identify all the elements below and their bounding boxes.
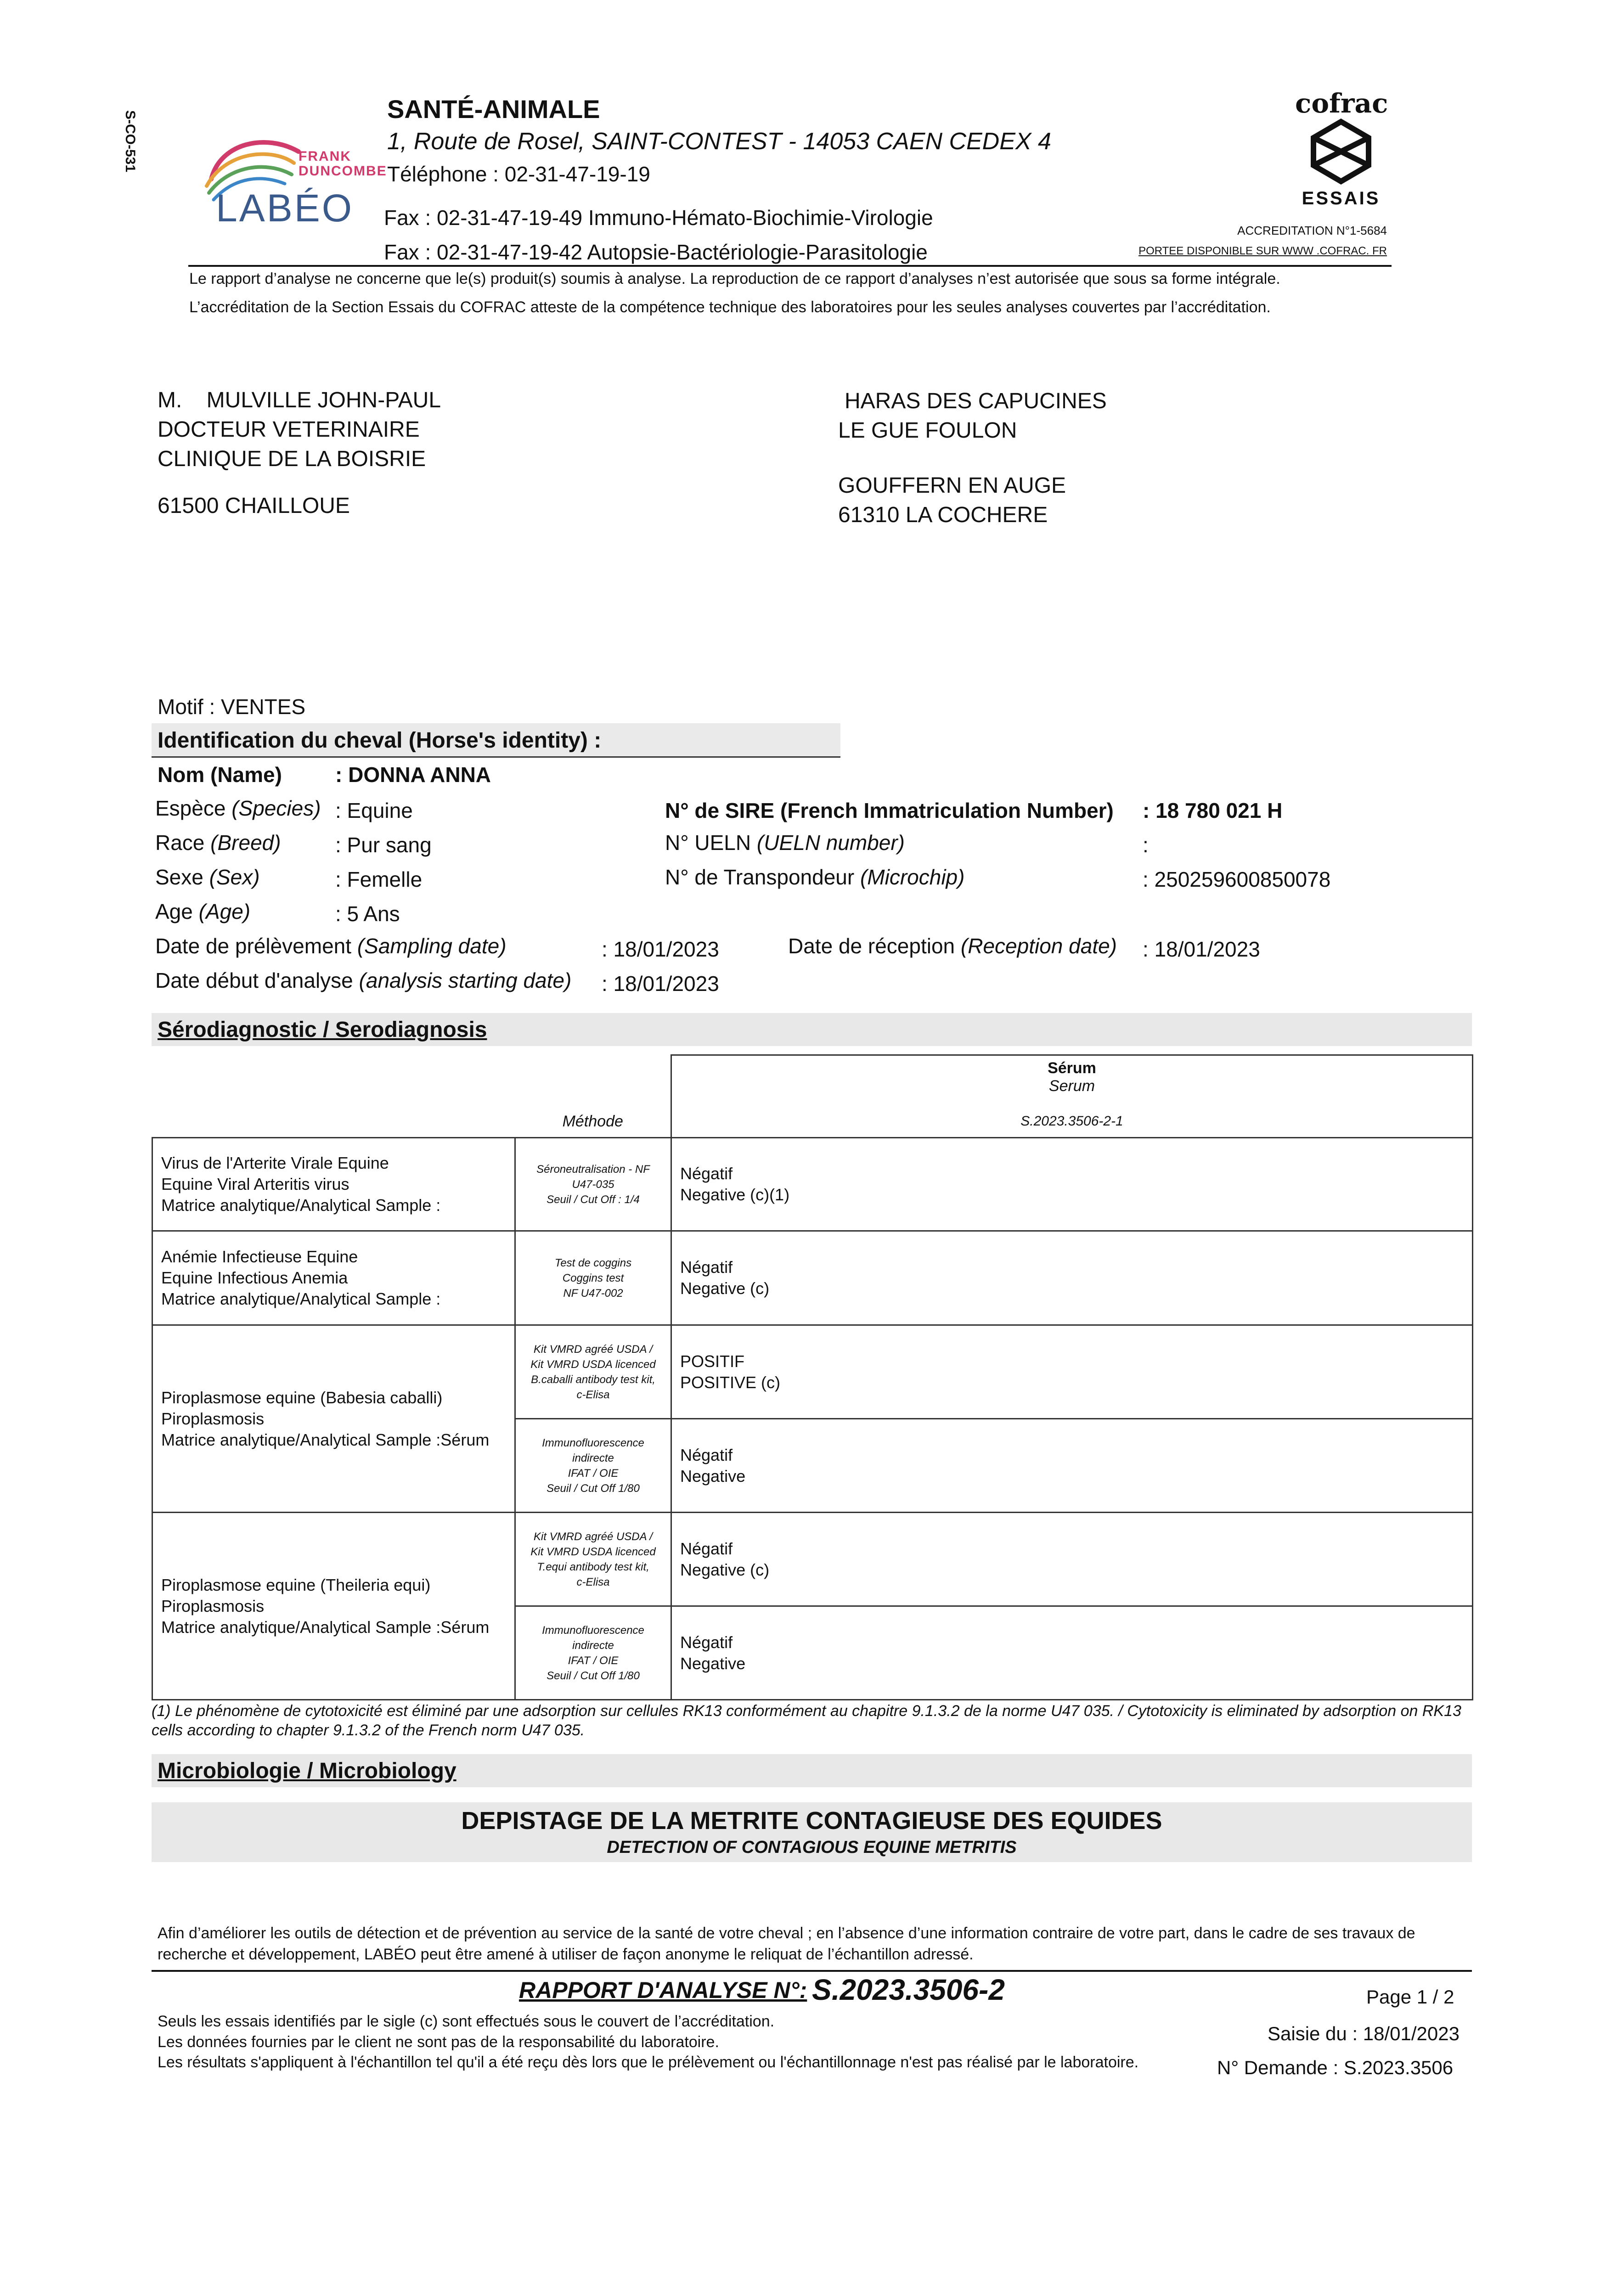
test-name-fr: Piroplasmose equine (Babesia caballi) xyxy=(161,1388,443,1407)
reception-date-value: : 18/01/2023 xyxy=(1143,937,1260,961)
table-row xyxy=(152,1231,1473,1325)
footer-note-client-data: Les données fournies par le client ne sont pas de la responsabilité du laboratoire. xyxy=(158,2033,719,2051)
result-cell xyxy=(671,1513,1473,1606)
test-cell-eia xyxy=(152,1231,515,1325)
report-number: S.2023.3506-2 xyxy=(812,1973,1005,2006)
test-cell-theileria xyxy=(152,1513,515,1700)
result-fr: Négatif xyxy=(680,1164,733,1183)
sex-value: : Femelle xyxy=(335,867,423,891)
method-line: Séroneutralisation - NF xyxy=(536,1163,650,1176)
report-number-label: RAPPORT D'ANALYSE N°: xyxy=(519,1977,807,2003)
method-cell xyxy=(515,1419,671,1513)
age-label xyxy=(155,899,250,924)
test-sample: Matrice analytique/Analytical Sample : xyxy=(161,1289,441,1308)
method-line: Seuil / Cut Off : 1/4 xyxy=(547,1193,640,1206)
footer-note-accreditation: Seuls les essais identifiés par le sigle (c) sont effectués sous le couvert de l’accréditation. xyxy=(158,2013,775,2030)
microbiology-title: Microbiologie / Microbiology xyxy=(158,1759,456,1783)
sex-label xyxy=(155,865,260,889)
vet-title: M. xyxy=(158,388,182,412)
footer-divider xyxy=(152,1970,1472,1972)
method-header: Méthode xyxy=(562,1113,623,1130)
age-label-fr: Age xyxy=(155,900,193,923)
method-line: NF U47-002 xyxy=(563,1287,623,1300)
result-en: Negative (c)(1) xyxy=(680,1185,790,1204)
breed-label-en: (Breed) xyxy=(210,831,281,855)
transponder-value: : 250259600850078 xyxy=(1143,867,1331,891)
logo-labeo-text: LABÉO xyxy=(216,186,354,230)
transponder-label-en: (Microchip) xyxy=(860,865,965,889)
method-line: Kit VMRD USDA licenced xyxy=(530,1358,656,1371)
sex-label-en: (Sex) xyxy=(209,865,260,889)
method-line: Immunofluorescence xyxy=(542,1436,644,1449)
age-label-en: (Age) xyxy=(198,900,251,923)
cofrac-emblem-icon xyxy=(1295,117,1387,186)
sampling-label-en: (Sampling date) xyxy=(357,934,507,958)
lab-address: 1, Route de Rosel, SAINT-CONTEST - 14053 CAEN CEDEX 4 xyxy=(387,128,1051,155)
test-name-en: Piroplasmosis xyxy=(161,1409,265,1428)
logo-frank-text: FRANK xyxy=(299,149,351,164)
sire-label: N° de SIRE (French Immatriculation Number) xyxy=(665,799,1114,822)
test-sample: Matrice analytique/Analytical Sample : xyxy=(161,1196,441,1215)
test-sample: Matrice analytique/Analytical Sample :Sérum xyxy=(161,1617,490,1637)
result-fr: Négatif xyxy=(680,1258,733,1277)
age-value: : 5 Ans xyxy=(335,902,400,926)
method-line: B.caballi antibody test kit, xyxy=(531,1373,655,1386)
ueln-label-fr: N° UELN xyxy=(665,831,751,855)
reception-date-label xyxy=(788,934,1117,958)
method-line: IFAT / OIE xyxy=(568,1654,619,1667)
analysis-label-fr: Date début d'analyse xyxy=(155,968,353,992)
cofrac-essais: ESSAIS xyxy=(1302,188,1381,208)
sample-header-en: Serum xyxy=(1048,1077,1095,1095)
vet-clinic: CLINIQUE DE LA BOISRIE xyxy=(158,447,426,471)
vet-city: 61500 CHAILLOUE xyxy=(158,494,350,518)
header-divider xyxy=(188,265,1392,267)
test-name-en: Equine Infectious Anemia xyxy=(161,1268,348,1287)
breed-label-fr: Race xyxy=(155,831,205,855)
cytotoxicity-footnote: (1) Le phénomène de cytotoxicité est éliminé par une adsorption sur cellules RK13 conformément au chapitre 9.1.3.2 de la norme U47 035. / Cytotoxicity is eliminated by adsorption on RK13 cells according to chapter 9.1.3.2 of the French norm U47 035. xyxy=(152,1702,1461,1739)
method-line: Kit VMRD agréé USDA / xyxy=(533,1343,653,1356)
result-fr: Négatif xyxy=(680,1632,733,1652)
test-cell-eva xyxy=(152,1138,515,1231)
cem-subtitle: DETECTION OF CONTAGIOUS EQUINE METRITIS xyxy=(607,1838,1017,1857)
result-en: Negative (c) xyxy=(680,1560,770,1579)
method-line: Immunofluorescence xyxy=(542,1624,644,1637)
horse-name-label: Nom (Name) xyxy=(158,763,282,787)
test-name-en: Equine Viral Arteritis virus xyxy=(161,1175,349,1193)
species-label-en: (Species) xyxy=(231,796,321,820)
method-cell xyxy=(515,1138,671,1231)
method-line: indirecte xyxy=(572,1639,614,1652)
breed-value: : Pur sang xyxy=(335,833,432,857)
cofrac-portee-link[interactable]: PORTEE DISPONIBLE SUR WWW .COFRAC. FR xyxy=(1138,245,1387,257)
method-cell xyxy=(515,1325,671,1419)
table-header-row xyxy=(152,1055,1473,1138)
sampling-date-label xyxy=(155,934,507,958)
reception-label-en: (Reception date) xyxy=(960,934,1117,958)
ueln-label-en: (UELN number) xyxy=(756,831,905,855)
result-en: Negative (c) xyxy=(680,1279,770,1298)
transponder-label xyxy=(665,865,964,889)
result-cell xyxy=(671,1606,1473,1700)
table-row xyxy=(152,1138,1473,1231)
method-line: Seuil / Cut Off 1/80 xyxy=(547,1669,640,1682)
analysis-label-en: (analysis starting date) xyxy=(359,968,572,992)
cem-title: DEPISTAGE DE LA METRITE CONTAGIEUSE DES EQUIDES xyxy=(461,1807,1162,1835)
sample-id: S.2023.3506-2-1 xyxy=(1020,1114,1123,1129)
lab-fax-virology: Fax : 02-31-47-19-49 Immuno-Hémato-Biochimie-Virologie xyxy=(384,206,933,230)
method-cell xyxy=(515,1231,671,1325)
entry-date: Saisie du : 18/01/2023 xyxy=(1268,2023,1460,2044)
vet-profession: DOCTEUR VETERINAIRE xyxy=(158,417,420,442)
result-fr: Négatif xyxy=(680,1445,733,1464)
method-line: Test de coggins xyxy=(554,1256,632,1269)
breed-label xyxy=(155,830,281,855)
test-cell-babesia xyxy=(152,1325,515,1513)
owner-locality: GOUFFERN EN AUGE xyxy=(838,473,1066,498)
method-cell xyxy=(515,1606,671,1700)
request-number: N° Demande : S.2023.3506 xyxy=(1217,2057,1454,2078)
analysis-date-value: : 18/01/2023 xyxy=(602,972,719,996)
result-cell xyxy=(671,1231,1473,1325)
sample-header-fr: Sérum xyxy=(1048,1059,1096,1077)
page-indicator: Page 1 / 2 xyxy=(1366,1986,1454,2008)
owner-name: HARAS DES CAPUCINES xyxy=(845,389,1107,413)
table-row xyxy=(152,1513,1473,1606)
result-cell xyxy=(671,1419,1473,1513)
footer-note-results: Les résultats s'appliquent à l'échantillon tel qu'il a été reçu dès lors que le prélèvement ou l'échantillonnage n'est pas réalisé par le laboratoire. xyxy=(158,2054,1139,2071)
method-line: Kit VMRD agréé USDA / xyxy=(533,1530,653,1543)
veterinarian-address xyxy=(158,386,441,521)
method-line: indirecte xyxy=(572,1452,614,1464)
method-line: c-Elisa xyxy=(576,1388,610,1401)
result-fr: POSITIF xyxy=(680,1351,745,1371)
logo-frank-duncombe xyxy=(299,149,387,178)
owner-address xyxy=(838,387,1107,530)
lab-phone: Téléphone : 02-31-47-19-19 xyxy=(387,162,650,186)
disclaimer-reproduction: Le rapport d’analyse ne concerne que le(s) produit(s) soumis à analyse. La reproduction de ce rapport d’analyses n’est autorisée que sous sa forme intégrale. xyxy=(189,270,1280,287)
analysis-date-label xyxy=(155,968,571,993)
ueln-value: : xyxy=(1143,833,1149,857)
lab-fax-bacteriology: Fax : 02-31-47-19-42 Autopsie-Bactériologie-Parasitologie xyxy=(384,240,928,264)
result-cell xyxy=(671,1325,1473,1419)
method-line: Coggins test xyxy=(562,1272,624,1284)
method-line: c-Elisa xyxy=(576,1576,610,1588)
method-line: IFAT / OIE xyxy=(568,1467,619,1480)
result-cell xyxy=(671,1138,1473,1231)
species-label xyxy=(155,796,321,821)
test-sample: Matrice analytique/Analytical Sample :Sérum xyxy=(161,1430,490,1449)
sex-label-fr: Sexe xyxy=(155,865,203,889)
accreditation-number: ACCREDITATION N°1-5684 xyxy=(1237,224,1387,237)
cofrac-name: cofrac xyxy=(1295,88,1388,119)
reception-label-fr: Date de réception xyxy=(788,934,955,958)
header-empty-cell xyxy=(152,1055,515,1138)
species-label-fr: Espèce xyxy=(155,796,226,820)
cofrac-logo xyxy=(1295,90,1387,211)
research-note: Afin d’améliorer les outils de détection et de prévention au service de la santé de votre cheval ; en l’absence d’une information contraire de votre part, dans le cadre de ses travaux de recherche et développement, LABÉO peut être amené à utiliser de façon anonyme le reliquat de l’échantillon adressé. xyxy=(158,1925,1415,1963)
identification-title: Identification du cheval (Horse's identity) : xyxy=(158,728,602,753)
species-value: : Equine xyxy=(335,799,413,822)
method-line: Seuil / Cut Off 1/80 xyxy=(547,1482,640,1495)
ueln-label xyxy=(665,830,905,855)
horse-name-value: : DONNA ANNA xyxy=(335,763,491,787)
sampling-date-value: : 18/01/2023 xyxy=(602,937,719,961)
result-fr: Négatif xyxy=(680,1539,733,1558)
disclaimer-accreditation: L’accréditation de la Section Essais du COFRAC atteste de la compétence technique des laboratoires pour les seules analyses couvertes par l’accréditation. xyxy=(189,298,1271,316)
sampling-label-fr: Date de prélèvement xyxy=(155,934,352,958)
result-en: Negative xyxy=(680,1654,746,1673)
test-name-fr: Virus de l'Arterite Virale Equine xyxy=(161,1154,389,1172)
table-row xyxy=(152,1325,1473,1419)
owner-street: LE GUE FOULON xyxy=(838,418,1017,443)
motif: Motif : VENTES xyxy=(158,695,306,719)
test-name-fr: Piroplasmose equine (Theileria equi) xyxy=(161,1575,431,1594)
transponder-label-fr: N° de Transpondeur xyxy=(665,865,855,889)
logo-duncombe-text: DUNCOMBE xyxy=(299,163,387,179)
vet-name: MULVILLE JOHN-PAUL xyxy=(206,388,441,412)
method-line: T.equi antibody test kit, xyxy=(537,1560,649,1573)
result-en: Negative xyxy=(680,1466,746,1486)
serodiagnosis-table xyxy=(152,1054,1472,1700)
test-name-en: Piroplasmosis xyxy=(161,1596,265,1615)
serodiagnosis-title: Sérodiagnostic / Serodiagnosis xyxy=(158,1018,487,1042)
method-line: Kit VMRD USDA licenced xyxy=(530,1545,656,1558)
result-en: POSITIVE (c) xyxy=(680,1373,781,1392)
sample-header-cell xyxy=(671,1055,1473,1138)
owner-city: 61310 LA COCHERE xyxy=(838,503,1048,527)
lab-name: SANTÉ-ANIMALE xyxy=(387,95,600,124)
method-line: U47-035 xyxy=(572,1178,614,1191)
test-name-fr: Anémie Infectieuse Equine xyxy=(161,1247,358,1266)
method-cell xyxy=(515,1513,671,1606)
sire-value: : 18 780 021 H xyxy=(1143,799,1283,822)
document-code: S-CO-531 xyxy=(123,110,138,173)
